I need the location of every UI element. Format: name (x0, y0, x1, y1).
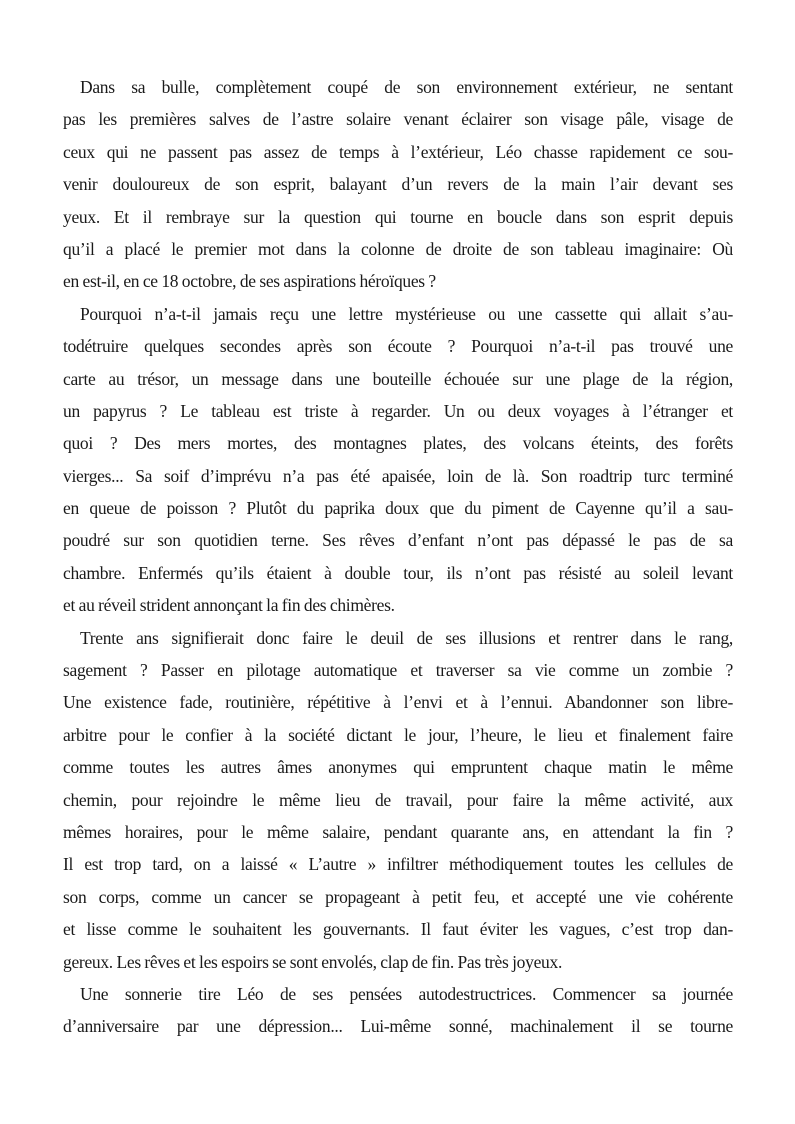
text-line: en queue de poisson ? Plutôt du paprika doux que du piment de Cayenne qu’il a sau- (63, 498, 733, 519)
text-line: venir douloureux de son esprit, balayant d’un revers de la main l’air devant ses (63, 174, 733, 195)
text-line: ceux qui ne passent pas assez de temps à l’extérieur, Léo chasse rapidement ce sou- (63, 141, 733, 162)
text-line: qu’il a placé le premier mot dans la colonne de droite de son tableau imaginaire: Où (63, 238, 733, 259)
text-paragraph (63, 298, 733, 622)
text-line: carte au trésor, un message dans une bouteille échouée sur une plage de la région, (63, 368, 733, 389)
text-line: et lisse comme le souhaitent les gouvernants. Il faut éviter les vagues, c’est trop dan- (63, 919, 733, 940)
text-line: vierges... Sa soif d’imprévu n’a pas été apaisée, loin de là. Son roadtrip turc terminé (63, 465, 733, 486)
text-line: quoi ? Des mers mortes, des montagnes plates, des volcans éteints, des forêts (63, 433, 733, 454)
text-line: d’anniversaire par une dépression... Lui-même sonné, machinalement il se tourne (63, 1016, 733, 1037)
text-paragraph (63, 622, 733, 978)
text-line: Pourquoi n’a-t-il jamais reçu une lettre mystérieuse ou une cassette qui allait s’au- (80, 303, 733, 324)
text-line: mêmes horaires, pour le même salaire, pendant quarante ans, en attendant la fin ? (63, 821, 733, 842)
text-line: comme toutes les autres âmes anonymes qui empruntent chaque matin le même (63, 757, 733, 778)
text-line: Dans sa bulle, complètement coupé de son environnement extérieur, ne sentant (80, 77, 733, 97)
text-paragraph (63, 978, 733, 1043)
text-line: pas les premières salves de l’astre solaire venant éclairer son visage pâle, visage de (63, 109, 733, 130)
page-text (63, 71, 733, 1043)
text-line: un papyrus ? Le tableau est triste à regarder. Un ou deux voyages à l’étranger et (63, 400, 733, 421)
text-line: gereux. Les rêves et les espoirs se sont envolés, clap de fin. Pas très joyeux. (63, 951, 563, 972)
text-line: poudré sur son quotidien terne. Ses rêves d’enfant n’ont pas dépassé le pas de sa (63, 530, 733, 551)
text-line: en est-il, en ce 18 octobre, de ses aspirations héroïques ? (63, 271, 436, 292)
text-line: arbitre pour le confier à la société dictant le jour, l’heure, le lieu et finalement faire (63, 724, 733, 745)
text-line: Trente ans signifierait donc faire le deuil de ses illusions et rentrer dans le rang, (80, 627, 733, 648)
text-line: todétruire quelques secondes après son écoute ? Pourquoi n’a-t-il pas trouvé une (63, 336, 733, 357)
text-paragraph (63, 71, 733, 298)
text-line: yeux. Et il rembraye sur la question qui tourne en boucle dans son esprit depuis (63, 206, 733, 227)
text-line: Il est trop tard, on a laissé « L’autre » infiltrer méthodiquement toutes les cellules de (63, 854, 733, 875)
text-line: et au réveil strident annonçant la fin des chimères. (63, 595, 395, 616)
text-line: chambre. Enfermés qu’ils étaient à double tour, ils n’ont pas résisté au soleil levant (63, 562, 733, 583)
text-line: Une existence fade, routinière, répétitive à l’envi et à l’ennui. Abandonner son libre- (63, 692, 733, 713)
text-line: sagement ? Passer en pilotage automatique et traverser sa vie comme un zombie ? (63, 660, 733, 681)
text-line: son corps, comme un cancer se propageant à petit feu, et accepté une vie cohérente (63, 886, 733, 907)
text-line: Une sonnerie tire Léo de ses pensées autodestructrices. Commencer sa journée (80, 983, 733, 1004)
text-line: chemin, pour rejoindre le même lieu de travail, pour faire la même activité, aux (63, 789, 733, 810)
